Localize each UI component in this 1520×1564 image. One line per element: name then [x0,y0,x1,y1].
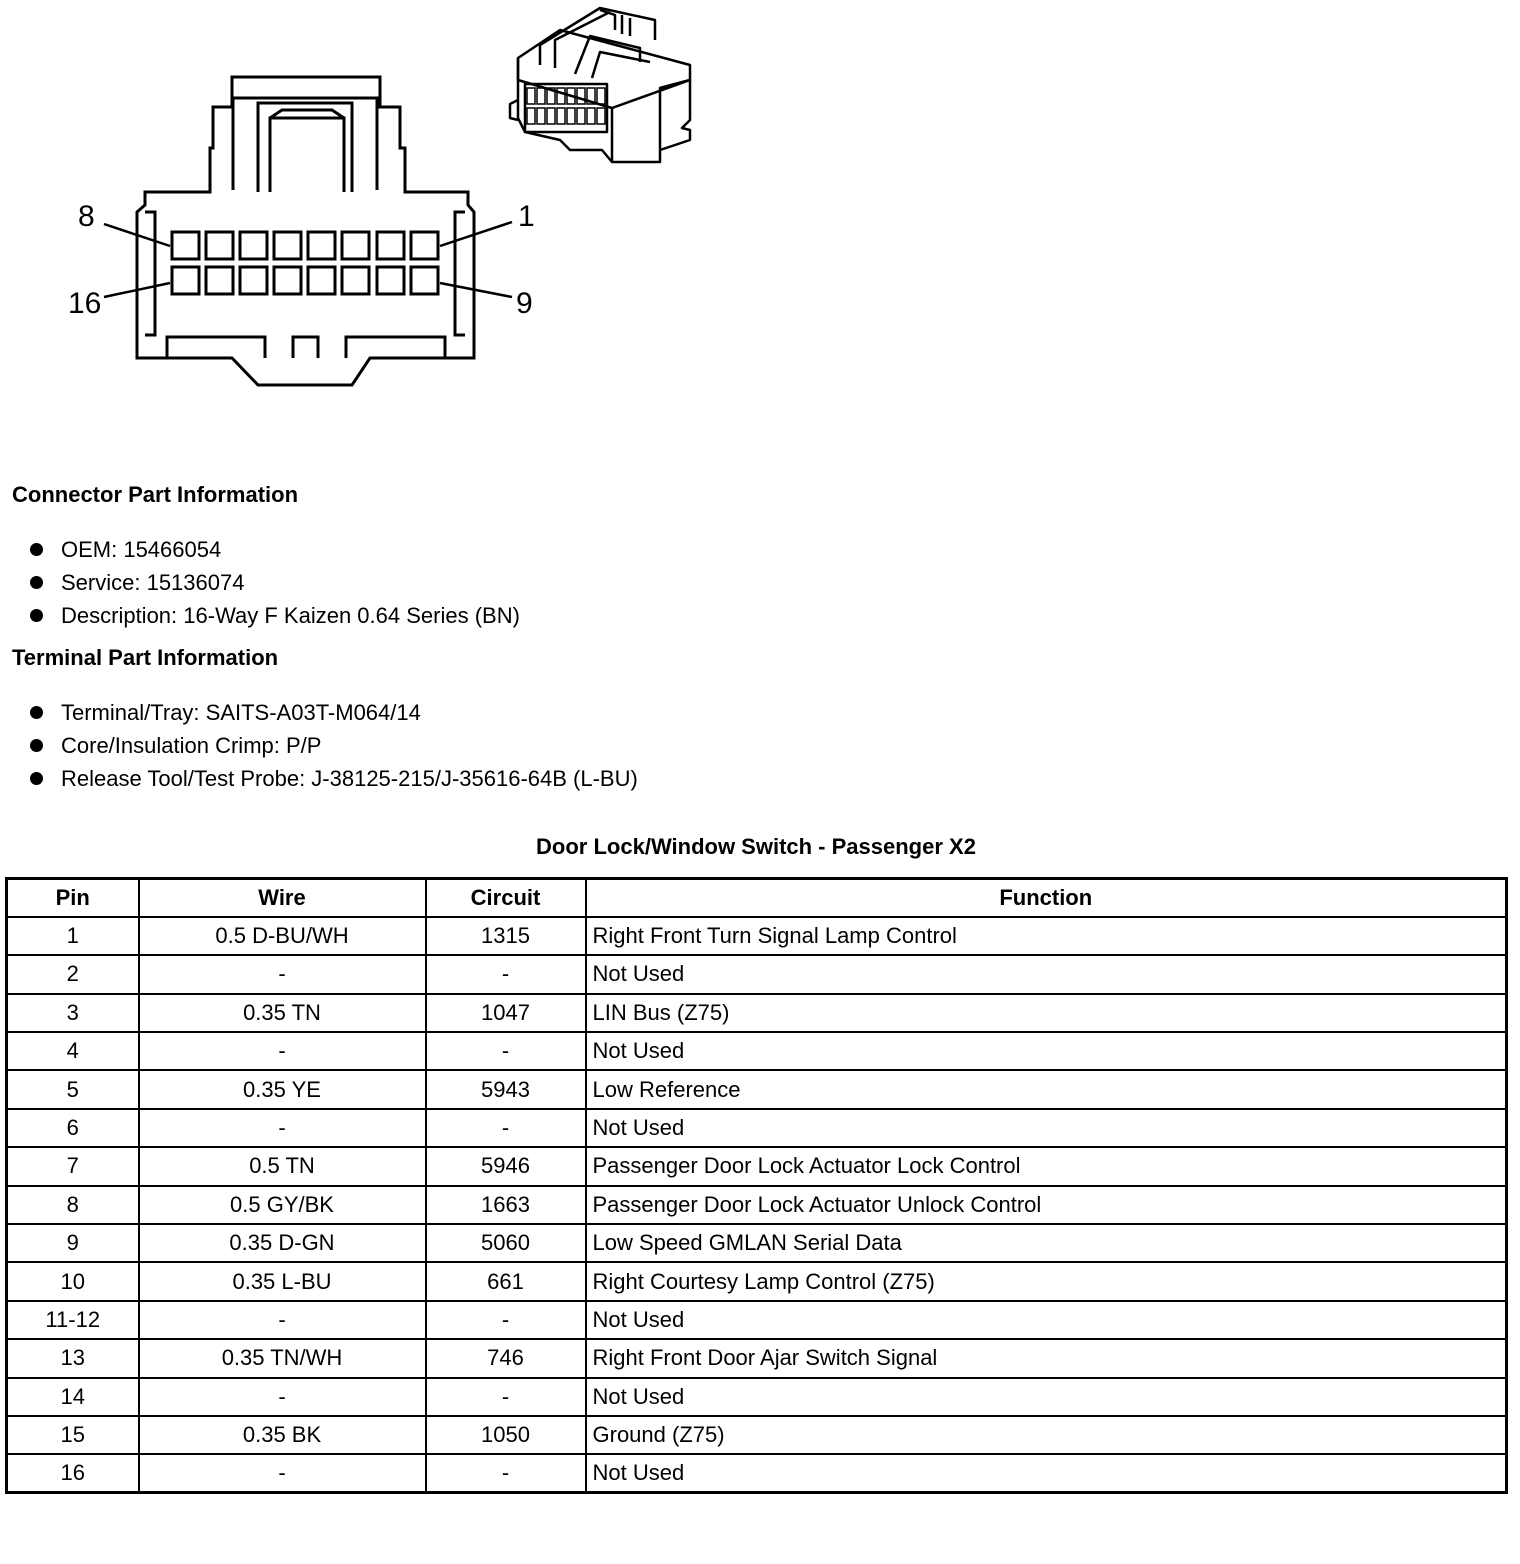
function-cell: Not Used [586,955,1507,993]
function-cell: Not Used [586,1454,1507,1492]
table-row [7,1339,1507,1377]
wire-cell: - [139,1109,426,1147]
iso-pin-cavity [577,88,585,104]
circuit-cell: 1050 [426,1416,586,1454]
pin-cavity [274,232,301,259]
connector-bottom-keys [167,337,445,358]
iso-pin-cavity [567,108,575,124]
circuit-cell: 746 [426,1339,586,1377]
pin-cell: 14 [7,1378,139,1416]
pin-label-9: 9 [516,287,533,320]
header-pin: Pin [7,879,139,917]
bullet-icon [30,576,43,589]
pin-cavity [274,267,301,294]
function-cell: Not Used [586,1109,1507,1147]
pin-cavity [240,267,267,294]
iso-pin-cavity [527,108,535,124]
table-row [7,955,1507,993]
iso-pin-cavity [537,88,545,104]
pin-cavity [172,232,199,259]
function-cell: Ground (Z75) [586,1416,1507,1454]
connector-info-list [30,533,520,632]
list-item: Service: 15136074 [30,566,520,599]
bullet-icon [30,609,43,622]
header-function: Function [586,879,1507,917]
function-cell: LIN Bus (Z75) [586,994,1507,1032]
function-cell: Not Used [586,1301,1507,1339]
iso-pin-cavity [537,108,545,124]
pin-cell: 4 [7,1032,139,1070]
wire-cell: 0.35 BK [139,1416,426,1454]
pin-cell: 16 [7,1454,139,1492]
table-row [7,1262,1507,1300]
table-row [7,917,1507,955]
table-row [7,1147,1507,1185]
iso-pin-cavity [587,108,595,124]
circuit-cell: 1663 [426,1186,586,1224]
function-cell: Low Reference [586,1070,1507,1108]
list-item: Release Tool/Test Probe: J-38125-215/J-35616-64B (L-BU) [30,762,638,795]
function-cell: Right Front Door Ajar Switch Signal [586,1339,1507,1377]
wire-cell: 0.5 GY/BK [139,1186,426,1224]
circuit-cell: - [426,1032,586,1070]
table-row [7,1301,1507,1339]
function-cell: Right Courtesy Lamp Control (Z75) [586,1262,1507,1300]
table-row [7,994,1507,1032]
header-circuit: Circuit [426,879,586,917]
iso-pin-cavity [577,108,585,124]
wire-cell: 0.35 TN/WH [139,1339,426,1377]
table-title: Door Lock/Window Switch - Passenger X2 [536,834,976,859]
wire-cell: - [139,1454,426,1492]
wire-cell: 0.5 D-BU/WH [139,917,426,955]
wire-cell: 0.35 TN [139,994,426,1032]
circuit-cell: 1047 [426,994,586,1032]
connector-latch [233,98,377,190]
wire-cell: 0.35 YE [139,1070,426,1108]
circuit-cell: 5946 [426,1147,586,1185]
terminal-info-list [30,696,638,795]
function-cell: Passenger Door Lock Actuator Lock Control [586,1147,1507,1185]
list-item: OEM: 15466054 [30,533,520,566]
bullet-icon [30,772,43,785]
pin-cavity [411,267,438,294]
pin-cell: 2 [7,955,139,993]
circuit-cell: 5943 [426,1070,586,1108]
pin-cell: 5 [7,1070,139,1108]
iso-pin-cavity [547,108,555,124]
terminal-info-title: Terminal Part Information [12,645,279,670]
iso-pin-cavity [527,88,535,104]
table-row [7,1186,1507,1224]
list-item: Core/Insulation Crimp: P/P [30,729,638,762]
iso-pin-cavity [557,88,565,104]
circuit-cell: - [426,1378,586,1416]
pin-cell: 1 [7,917,139,955]
function-cell: Low Speed GMLAN Serial Data [586,1224,1507,1262]
pin-cell: 8 [7,1186,139,1224]
pin-cavity [206,267,233,294]
pin-cavity [411,232,438,259]
circuit-cell: 5060 [426,1224,586,1262]
pin-label-1: 1 [518,200,535,233]
circuit-cell: - [426,955,586,993]
function-cell: Passenger Door Lock Actuator Unlock Control [586,1186,1507,1224]
pin-cavity [342,267,369,294]
wire-cell: - [139,1032,426,1070]
pin-cavity [308,267,335,294]
pin-cavity [342,232,369,259]
function-cell: Right Front Turn Signal Lamp Control [586,917,1507,955]
bullet-icon [30,543,43,556]
pin-cavity [377,267,404,294]
pin-cell: 11-12 [7,1301,139,1339]
iso-pin-cavity [597,108,605,124]
iso-pin-cavity [557,108,565,124]
pin-cell: 3 [7,994,139,1032]
bullet-icon [30,706,43,719]
wire-cell: - [139,1378,426,1416]
table-row [7,1454,1507,1492]
wire-cell: 0.35 D-GN [139,1224,426,1262]
pin-cell: 15 [7,1416,139,1454]
pin-label-16: 16 [68,287,102,320]
pin-cell: 6 [7,1109,139,1147]
wire-cell: - [139,1301,426,1339]
header-wire: Wire [139,879,426,917]
wire-cell: 0.5 TN [139,1147,426,1185]
pin-label-8: 8 [78,200,95,233]
table-row [7,1109,1507,1147]
function-cell: Not Used [586,1032,1507,1070]
table-row [7,1032,1507,1070]
wire-cell: 0.35 L-BU [139,1262,426,1300]
circuit-cell: 661 [426,1262,586,1300]
pin-cavity [308,232,335,259]
table-row [7,1070,1507,1108]
list-item: Terminal/Tray: SAITS-A03T-M064/14 [30,696,638,729]
connector-info-title: Connector Part Information [12,482,299,507]
connector-diagram [0,0,760,420]
pin-cell: 7 [7,1147,139,1185]
pin-cell: 9 [7,1224,139,1262]
iso-pin-cavity [597,88,605,104]
connector-3d-view [510,8,690,162]
table-row [7,1378,1507,1416]
circuit-cell: - [426,1454,586,1492]
pinout-table [5,877,1508,1494]
pin-cavity [206,232,233,259]
circuit-cell: 1315 [426,917,586,955]
pin-cavity [240,232,267,259]
pin-cell: 13 [7,1339,139,1377]
table-header-row [7,879,1507,917]
list-item: Description: 16-Way F Kaizen 0.64 Series (BN) [30,599,520,632]
pin-cell: 10 [7,1262,139,1300]
circuit-cell: - [426,1301,586,1339]
table-row [7,1416,1507,1454]
wire-cell: - [139,955,426,993]
table-row [7,1224,1507,1262]
function-cell: Not Used [586,1378,1507,1416]
circuit-cell: - [426,1109,586,1147]
pin-cavity [377,232,404,259]
bullet-icon [30,739,43,752]
pin-cavity [172,267,199,294]
